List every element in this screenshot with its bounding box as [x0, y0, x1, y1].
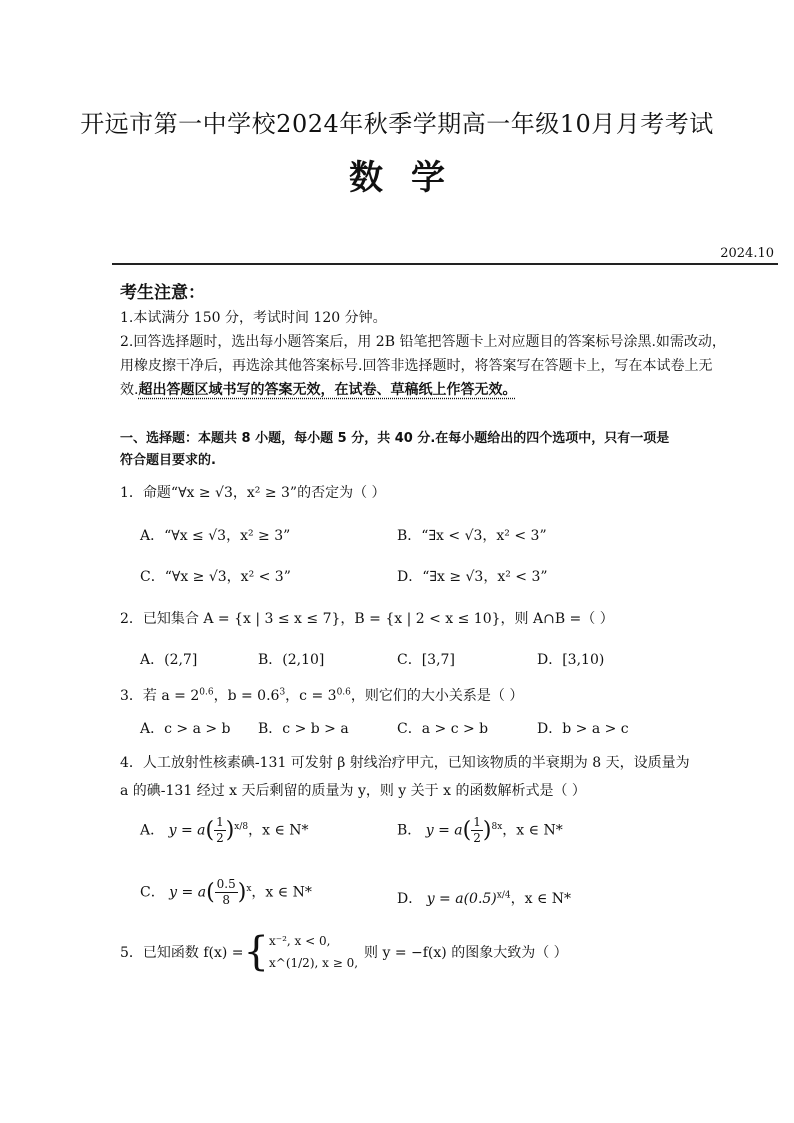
q4-c-frac: $\frac{0.5}{8}$	[216, 877, 236, 907]
question-4-stem-line-2: a 的碘-131 经过 x 天后剩留的质量为 y，则 y 关于 x 的函数解析式是（ ）	[120, 783, 586, 799]
q3-exp-c: 0.6	[336, 687, 351, 698]
notice-prefix: 效.	[120, 382, 139, 398]
q3-part-a: 3．若 a = 2	[120, 688, 200, 704]
q5-suffix: 则 y = −f(x) 的图象大致为（ ）	[364, 945, 568, 961]
notice-heading: 考生注意：	[120, 283, 205, 303]
q4-a-lhs: y = a	[168, 822, 206, 839]
question-1-stem: 1．命题“∀x ≥ √3，x² ≥ 3”的否定为（ ）	[120, 485, 386, 501]
notice-item-2-line3	[120, 378, 780, 402]
q4-a-exponent: x/8	[234, 821, 249, 832]
question-4-stem-line-1: 4．人工放射性核素碘-131 可发射 β 射线治疗甲亢，已知该物质的半衰期为 8 天，设质量为	[120, 755, 690, 771]
question-2-option-c: C．[3,7]	[397, 652, 455, 668]
q4-d-exponent: x/4	[496, 890, 511, 901]
q4-b-domain: ，x ∈ N*	[502, 822, 563, 839]
question-3-option-b: B．c > b > a	[258, 721, 349, 737]
notice-item-2-line2: 用橡皮擦干净后，再选涂其他答案标号.回答非选择题时，将答案写在答题卡上，写在本试卷上无	[120, 358, 713, 374]
q5-brace: {	[243, 929, 269, 975]
q3-exp-a: 0.6	[199, 687, 214, 698]
q3-part-c: ，c = 3	[285, 688, 337, 704]
q4-c-rparen: )	[237, 880, 247, 905]
q4-b-exponent: 8x	[491, 821, 503, 832]
q4-a-lparen: (	[205, 818, 215, 843]
q4-b-rparen: )	[482, 818, 492, 843]
question-1-option-d: D．“∃x ≥ √3，x² < 3”	[397, 569, 548, 585]
question-4-option-a	[140, 815, 309, 846]
q4-c-lparen: (	[206, 880, 215, 905]
q4-c-domain: ，x ∈ N*	[251, 884, 312, 901]
q4-b-lparen: (	[462, 818, 472, 843]
section-line-1: 一、选择题：本题共 8 小题，每小题 5 分，共 40 分.在每小题给出的四个选项中，只有一项是	[120, 431, 670, 446]
notice-item-2: 2.回答选择题时，选出每小题答案后，用 2B 铅笔把答题卡上对应题目的答案标号涂黑.如需改动，	[120, 334, 726, 350]
q4-d-label: D．	[397, 891, 423, 907]
header-rule	[112, 263, 778, 265]
q5-prefix: 5．已知函数 f(x) =	[120, 945, 244, 961]
question-2-stem: 2．已知集合 A = {x | 3 ≤ x ≤ 7}，B = {x | 2 < x ≤ 10}，则 A∩B =（ ）	[120, 611, 614, 627]
question-1-option-a: A．“∀x ≤ √3，x² ≥ 3”	[140, 528, 291, 544]
q3-part-b: ，b = 0.6	[213, 688, 280, 704]
question-4-option-c	[140, 877, 312, 908]
section-line-2: 符合题目要求的.	[120, 453, 216, 468]
q4-b-frac: $\frac{1}{2}$	[473, 815, 481, 845]
question-4-option-b	[397, 815, 563, 846]
question-3-option-d: D．b > a > c	[537, 721, 629, 737]
question-4-option-d	[397, 888, 571, 908]
exam-date: 2024.10	[720, 246, 774, 261]
question-3-option-c: C．a > c > b	[397, 721, 489, 737]
q4-c-label: C．	[140, 884, 165, 901]
q4-c-lhs: y = a	[169, 884, 207, 901]
subject-heading: 数学	[349, 158, 473, 198]
q4-b-label: B．	[397, 822, 422, 839]
q4-a-frac: $\frac{1}{2}$	[216, 815, 224, 845]
notice-emphasis: 超出答题区域书写的答案无效，在试卷、草稿纸上作答无效。	[138, 382, 517, 398]
question-2-option-b: B．(2,10]	[258, 652, 325, 668]
q4-a-rparen: )	[225, 818, 235, 843]
q3-exp-b: 3	[279, 687, 286, 698]
q4-a-domain: ，x ∈ N*	[248, 822, 309, 839]
exam-title: 开远市第一中学校2024年秋季学期高一年级10月月考考试	[80, 110, 714, 138]
question-1-option-b: B．“∃x < √3，x² < 3”	[397, 528, 547, 544]
q4-b-lhs: y = a	[425, 822, 463, 839]
q4-d-domain: ，x ∈ N*	[510, 891, 572, 907]
question-3-stem	[120, 685, 523, 705]
section-heading	[120, 428, 720, 472]
q4-d-body: y = a(0.5)	[426, 891, 497, 907]
question-5-stem	[120, 930, 568, 974]
q3-suffix: ，则它们的大小关系是（ ）	[350, 688, 524, 704]
q5-case-2: x^(1/2), x ≥ 0,	[269, 956, 359, 970]
question-2-option-a: A．(2,7]	[140, 652, 198, 668]
q4-c-exponent: x	[246, 883, 252, 894]
q4-a-label: A．	[140, 822, 165, 839]
question-3-option-a: A．c > a > b	[140, 721, 231, 737]
question-2-option-d: D．[3,10)	[537, 652, 605, 668]
notice-item-1: 1.本试满分 150 分，考试时间 120 分钟。	[120, 310, 387, 326]
q5-case-1: x⁻², x < 0,	[269, 934, 331, 948]
question-1-option-c: C．“∀x ≥ √3，x² < 3”	[140, 569, 291, 585]
q5-cases	[269, 930, 358, 974]
